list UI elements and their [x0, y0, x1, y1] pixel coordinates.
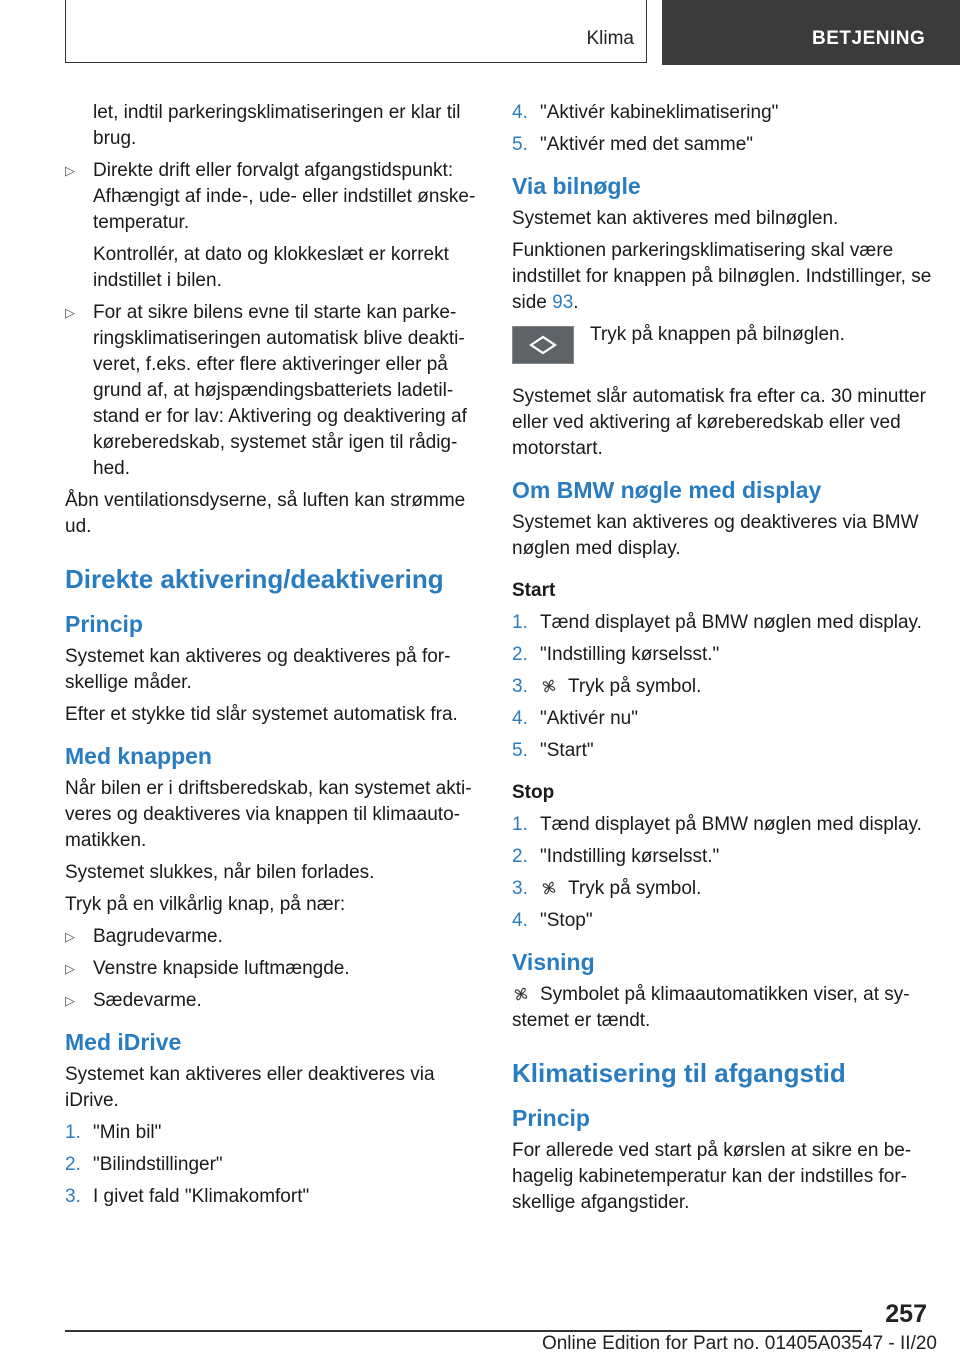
- key-button-text: Tryk på knappen på bilnøglen.: [590, 324, 845, 345]
- header-section-title: Klima: [586, 28, 634, 49]
- subsection-heading: Om BMW nøgle med display: [512, 477, 822, 503]
- step-number: 2.: [65, 1154, 81, 1175]
- fan-icon: [540, 677, 558, 695]
- list-item-text: For at sikre bilens evne til starte kan parkeringsklimatiseringen automatisk blive deaktiveret, f.eks. efter flere aktiveringer eller på grund af, at højspændingsbatteriets ladetilstand er for lav: Aktivering og deaktivering af køreberedskab, systemet står igen til rådighed.: [93, 302, 467, 479]
- numbered-step: [512, 706, 937, 732]
- paragraph: [512, 982, 937, 1034]
- step-number: 2.: [512, 846, 528, 867]
- paragraph: Tryk på en vilkårlig knap, på nær:: [65, 894, 346, 915]
- header-box: [65, 0, 647, 63]
- footer-divider: [65, 1330, 862, 1332]
- step-number: 4.: [512, 708, 528, 729]
- paragraph: [512, 238, 937, 316]
- header-chapter-tab: [662, 0, 960, 65]
- paragraph: Når bilen er i driftsberedskab, kan systemet aktiveres og deaktiveres via knappen til klimaautomatikken.: [65, 778, 472, 851]
- numbered-step: [512, 812, 937, 838]
- section-heading: Direkte aktivering/deaktivering: [65, 564, 444, 594]
- numbered-step: [512, 642, 937, 668]
- step-text: "Indstilling kørselsst.": [540, 644, 720, 665]
- step-text: "Indstilling kørselsst.": [540, 846, 720, 867]
- numbered-step: [512, 738, 937, 764]
- step-text: "Bilindstillinger": [93, 1154, 223, 1175]
- list-item: [65, 956, 485, 982]
- step-text: "Min bil": [93, 1122, 162, 1143]
- step-number: 1.: [512, 612, 528, 633]
- step-number: 2.: [512, 644, 528, 665]
- paragraph: Systemet kan aktiveres og deaktiveres via BMW nøglen med display.: [512, 512, 919, 559]
- paragraph: Systemet kan aktiveres med bilnøglen.: [512, 208, 839, 229]
- minor-heading: Start: [512, 580, 556, 601]
- subsection-heading: Med knappen: [65, 743, 212, 769]
- step-number: 5.: [512, 134, 528, 155]
- subsection-heading: Med iDrive: [65, 1029, 182, 1055]
- step-text: "Stop": [540, 910, 593, 931]
- numbered-step: [512, 674, 937, 700]
- fan-icon: [512, 985, 530, 1003]
- list-item-text: Sædevarme.: [93, 990, 202, 1011]
- step-text: "Aktivér nu": [540, 708, 638, 729]
- triangle-right-icon: ▷: [65, 305, 75, 320]
- key-button-instruction: [512, 322, 937, 368]
- subsection-heading: Princip: [65, 611, 143, 637]
- numbered-step: [512, 876, 937, 902]
- triangle-right-icon: ▷: [65, 961, 75, 976]
- numbered-step: [65, 1152, 485, 1178]
- step-text: "Aktivér kabineklimatisering": [540, 102, 779, 123]
- numbered-step: [512, 908, 937, 934]
- header-chapter-title: BETJENING: [812, 28, 926, 49]
- step-number: 3.: [65, 1186, 81, 1207]
- list-item-text: Venstre knapside luftmængde.: [93, 958, 350, 979]
- paragraph: Systemet kan aktiveres eller deaktiveres via iDrive.: [65, 1064, 435, 1111]
- step-text: Tryk på symbol.: [568, 878, 702, 899]
- step-text: "Aktivér med det samme": [540, 134, 754, 155]
- numbered-step: [512, 610, 937, 636]
- triangle-right-icon: ▷: [65, 163, 75, 178]
- list-item: [65, 988, 485, 1014]
- step-number: 4.: [512, 102, 528, 123]
- fan-icon: [540, 879, 558, 897]
- key-fob-button-icon: [512, 326, 574, 364]
- list-item: [65, 924, 485, 950]
- list-item-text: Direkte drift eller forvalgt afgangstidspunkt: Afhængigt af inde-, ude- eller indstillet ønsketemperatur.: [93, 160, 476, 233]
- paragraph: Systemet kan aktiveres og deaktiveres på forskellige måder.: [65, 646, 451, 693]
- step-number: 5.: [512, 740, 528, 761]
- step-text: Tryk på symbol.: [568, 676, 702, 697]
- paragraph: Efter et stykke tid slår systemet automatisk fra.: [65, 704, 458, 725]
- paragraph: let, indtil parkeringsklimatiseringen er klar til brug.: [93, 102, 461, 149]
- numbered-step: [65, 1184, 485, 1210]
- step-number: 1.: [65, 1122, 81, 1143]
- step-number: 4.: [512, 910, 528, 931]
- numbered-step: [512, 100, 937, 126]
- step-text: Tænd displayet på BMW nøglen med display.: [540, 612, 922, 633]
- subsection-heading: Princip: [512, 1105, 590, 1131]
- list-item: [65, 300, 485, 482]
- paragraph: Kontrollér, at dato og klokkeslæt er korrekt indstillet i bilen.: [93, 244, 449, 291]
- step-number: 1.: [512, 814, 528, 835]
- paragraph: For allerede ved start på kørslen at sikre en behagelig kabinetemperatur kan der indstilles forskellige afgangstider.: [512, 1140, 912, 1213]
- key-fob-button-glyph: [513, 327, 573, 363]
- triangle-right-icon: ▷: [65, 929, 75, 944]
- numbered-step: [65, 1120, 485, 1146]
- paragraph-text: .: [573, 292, 579, 313]
- subsection-heading: Visning: [512, 949, 595, 975]
- footer-edition-text: Online Edition for Part no. 01405A03547 - II/20: [541, 1333, 937, 1354]
- step-number: 3.: [512, 878, 528, 899]
- list-item-text: Bagrudevarme.: [93, 926, 223, 947]
- minor-heading: Stop: [512, 782, 555, 803]
- paragraph: Åbn ventilationsdyserne, så luften kan strømme ud.: [65, 490, 466, 537]
- right-column: [512, 100, 937, 1222]
- paragraph-text: Symbolet på klimaautomatikken viser, at systemet er tændt.: [512, 984, 910, 1031]
- page-number: 257: [885, 1300, 927, 1328]
- section-heading: Klimatisering til afgangstid: [512, 1058, 846, 1088]
- step-number: 3.: [512, 676, 528, 697]
- numbered-step: [512, 132, 937, 158]
- list-item: [65, 158, 485, 236]
- paragraph: Systemet slår automatisk fra efter ca. 30 minutter eller ved aktivering af køreberedskab eller ved motorstart.: [512, 386, 926, 459]
- paragraph: Systemet slukkes, når bilen forlades.: [65, 862, 375, 883]
- triangle-right-icon: ▷: [65, 993, 75, 1008]
- paragraph-text: Funktionen parkeringsklimatisering skal være indstillet for knappen på bilnøglen. Indstillinger, se side: [512, 240, 932, 313]
- numbered-step: [512, 844, 937, 870]
- subsection-heading: Via bilnøgle: [512, 173, 641, 199]
- step-text: "Start": [540, 740, 594, 761]
- page-reference-link[interactable]: 93: [552, 292, 574, 313]
- left-column: [65, 100, 485, 1216]
- step-text: Tænd displayet på BMW nøglen med display.: [540, 814, 922, 835]
- step-text: I givet fald "Klimakomfort": [93, 1186, 310, 1207]
